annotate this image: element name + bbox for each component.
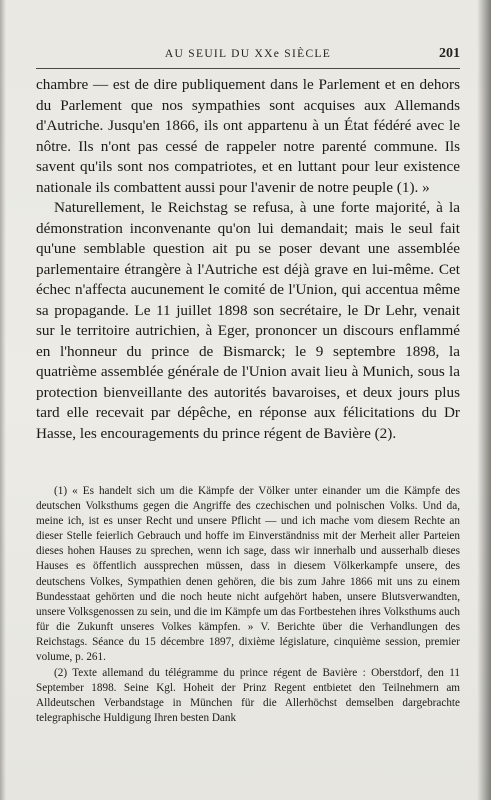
running-head	[36, 46, 460, 70]
footnote-2-text: Texte allemand du télégramme du prince régent de Bavière : Oberstdorf, den 11 September 1898. Seine Kgl. Hoheit der Prinz Regent entbietet den Teilnehmern am Alldeutschen Verbandstage in München für die Allerhöchst demselben dargebrachte telegraphische Huldigung Ihren besten Dank	[36, 667, 460, 725]
paragraph-2: Naturellement, le Reichstag se refusa, à une forte majorité, à la démonstration inconvenante qu'on lui demandait; mais le seul fait qu'une semblable question ait pu se poser devant une assemblée parlementaire étrangère à l'Autriche est déjà grave en lui-même. Cet échec n'affecta aucunement le comité de l'Union, qui accentua même sa propagande. Le 11 juillet 1898 son secrétaire, le Dr Lehr, venait sur le territoire autrichien, à Eger, prononcer un discours enflammé en l'honneur du prince de Bismarck; le 9 septembre 1898, la quatrième assemblée générale de l'Union avait lieu à Munich, sous la protection bienveillante des autorités bavaroises, et deux jours plus tard elle recevait par dépêche, en réponse aux félicitations du Dr Hasse, les encouragements du prince régent de Bavière (2).	[36, 199, 460, 442]
gutter-shadow	[0, 0, 6, 800]
footnote-2	[36, 666, 460, 726]
footnote-1-marker: (1)	[54, 485, 68, 497]
footnote-2-marker: (2)	[54, 667, 68, 680]
main-text	[36, 75, 460, 444]
running-head-title: AU SEUIL DU XXe SIÈCLE	[164, 48, 332, 60]
footnotes	[36, 484, 460, 727]
footnote-1	[36, 484, 460, 665]
page-number: 201	[439, 46, 460, 61]
footnote-1-text: « Es handelt sich um die Kämpfe der Völker unter einander um die Kämpfe des deutschen Volksthums gegen die Angriffe des czechischen und polnischen Volks. Und da, meine ich, ist es unser Recht und unsere Pflicht — und ich mache vom diesem Rechte an dieser Stelle feierlich Gebrauch und hoffe im Einverständniss mit der Merheit aller Parteien dieses hohen Hauses zu sprechen, wenn ich sage, dass wir innerhalb und ausserhalb dieses Hauses es öffentlich aussprechen müssen, dass in diesem Völkerkampfe unsere, des deutschens Volkes, Sympathien denen gehören, die bis zum Jahre 1866 mit uns zu einem Bundesstaat gehörten und die noch heute nicht aufgehört haben, unsere Blutsverwandten, unsere Volksgenossen zu sein, und die im Kämpfe um das Fortbestehen ihres Volksthums auch für die Zukunft unseres Volkes kämpfen. » V. Berichte über die Verhandlungen des Reichstags. Séance du 15 décembre 1897, dixième législature, cinquième session, premier volume, p. 261.	[36, 485, 461, 664]
page-edge-shadow	[477, 0, 491, 800]
header-rule	[36, 68, 460, 69]
paragraph-1: chambre — est de dire publiquement dans le Parlement et en dehors du Parlement que nos sympathies sont acquises aux Allemands d'Autriche. Jusqu'en 1866, ils ont appartenu à un État fédéré avec le nôtre. Ils n'ont pas cessé de rappeler notre parenté commune. Ils savent qu'ils sont nos compatriotes, et en luttant pour leur existence nationale ils combattent aussi pour l'avenir de notre peuple (1). »	[36, 76, 460, 196]
